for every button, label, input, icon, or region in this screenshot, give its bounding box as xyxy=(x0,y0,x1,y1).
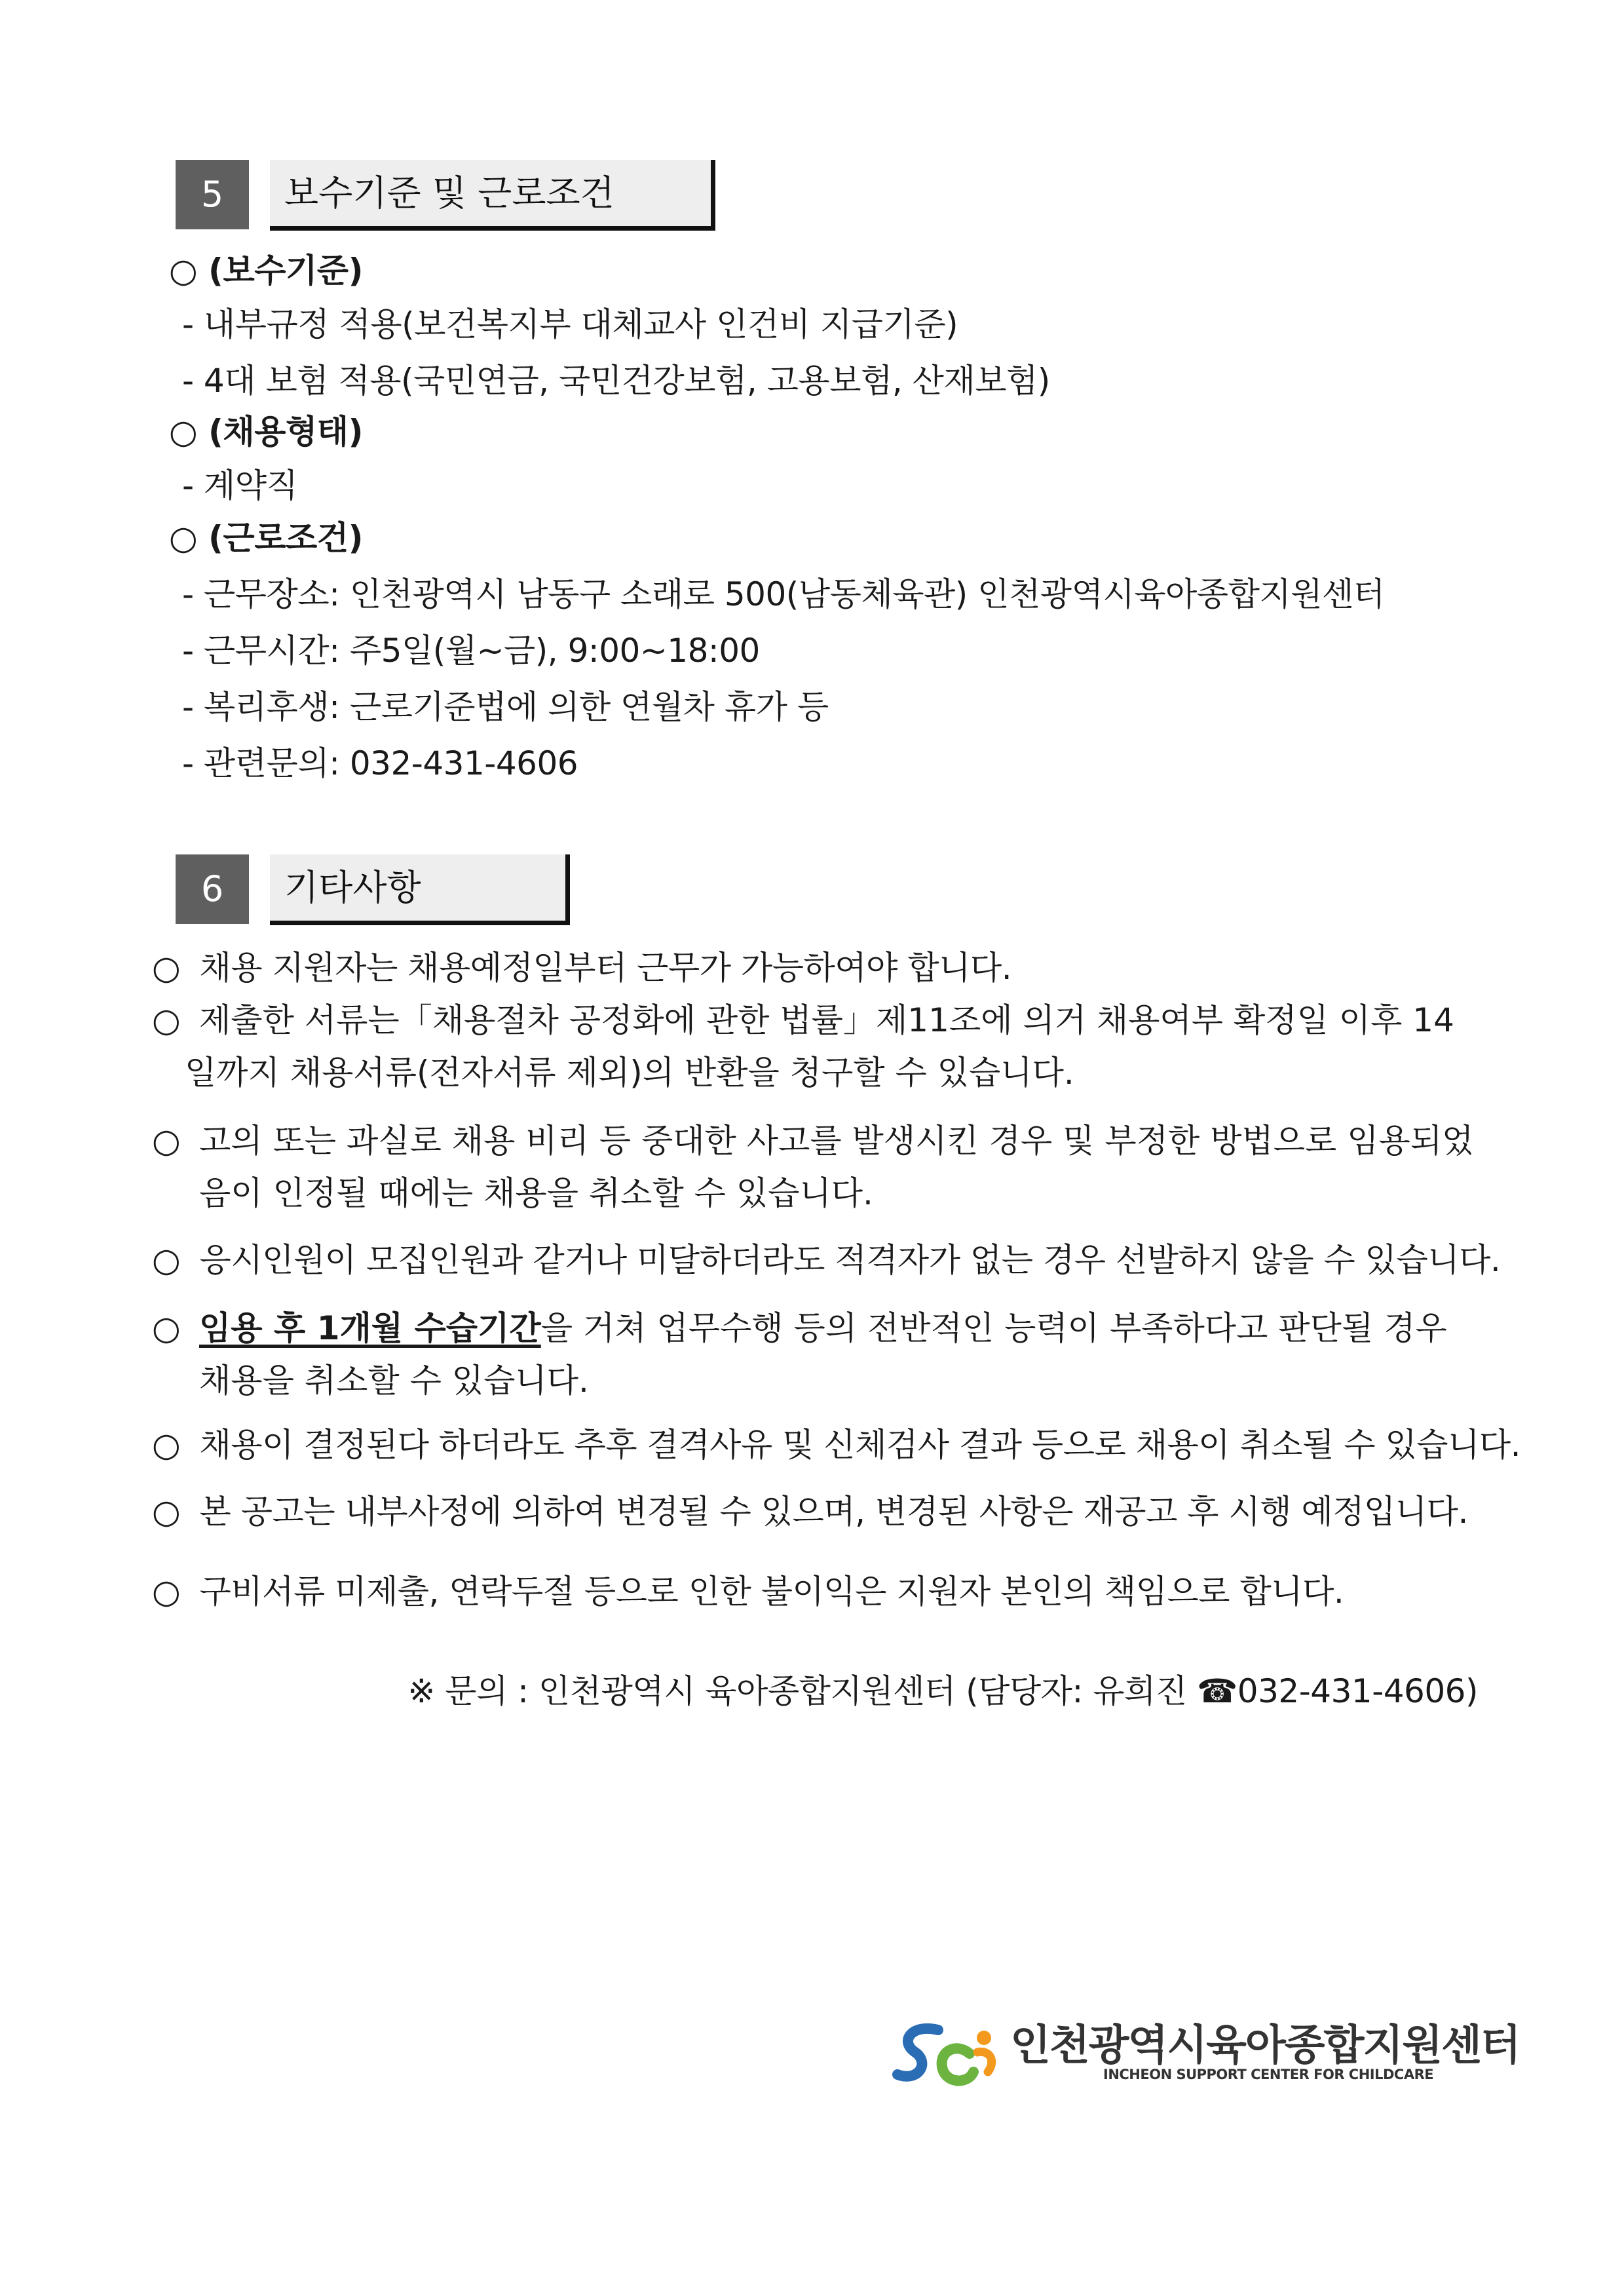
list-item: - 계약직 xyxy=(182,467,298,505)
list-item: - 관련문의: 032-431-4606 xyxy=(182,744,578,782)
list-item: - 근무시간: 주5일(월~금), 9:00~18:00 xyxy=(182,632,760,670)
bullet-icon: ○ xyxy=(152,1241,181,1279)
bullet-icon: ○ xyxy=(152,1122,181,1160)
section-6-title: 기타사항 xyxy=(270,854,570,925)
bullet-icon: ○ xyxy=(152,1309,181,1347)
list-item: - 내부규정 적용(보건복지부 대체교사 인건비 지급기준) xyxy=(182,305,958,343)
list-item: - 근무장소: 인천광역시 남동구 소래로 500(남동체육관) 인천광역시육아종합지원센터 xyxy=(182,575,1385,613)
emphasis-probation: 임용 후 1개월 수습기간 xyxy=(199,1309,541,1347)
notice-item: 제출한 서류는「채용절차 공정화에 관한 법률」제11조에 의거 채용여부 확정일 이후 14일까지 채용서류(전자서류 제외)의 반환을 청구할 수 있습니다. xyxy=(185,1001,1454,1092)
section-6-number: 6 xyxy=(176,854,249,924)
notice-item: ○ 채용이 결정된다 하더라도 추후 결격사유 및 신체검사 결과 등으로 채용이 취소될 수 있습니다. xyxy=(152,1426,1521,1464)
notice-item: ○ 본 공고는 내부사정에 의하여 변경될 수 있으며, 변경된 사항은 재공고 후 시행 예정입니다. xyxy=(152,1493,1468,1531)
group-heading-employment-type: ○ (채용형태) xyxy=(169,413,363,451)
logo-name-en: INCHEON SUPPORT CENTER FOR CHILDCARE xyxy=(1103,2067,1434,2082)
bullet-icon: ○ xyxy=(152,1001,181,1039)
bullet-icon: ○ xyxy=(152,1426,181,1464)
section-5-number: 5 xyxy=(176,160,249,229)
notice-item: ○ 구비서류 미제출, 연락두절 등으로 인한 불이익은 지원자 본인의 책임으로 합니다. xyxy=(152,1573,1344,1611)
group-heading-working-conditions: ○ (근로조건) xyxy=(169,519,363,557)
list-item: - 4대 보험 적용(국민연금, 국민건강보험, 고용보험, 산재보험) xyxy=(182,362,1050,400)
section-5-title: 보수기준 및 근로조건 xyxy=(270,160,715,231)
notice-item: 고의 또는 과실로 채용 비리 등 중대한 사고를 발생시킨 경우 및 부정한 방법으로 임용되었음이 인정될 때에는 채용을 취소할 수 있습니다. xyxy=(199,1122,1474,1212)
notice-item: ○ 응시인원이 모집인원과 같거나 미달하더라도 적격자가 없는 경우 선발하지 않을 수 있습니다. xyxy=(152,1241,1501,1279)
notice-item: 임용 후 1개월 수습기간을 거쳐 업무수행 등의 전반적인 능력이 부족하다고 판단될 경우 채용을 취소할 수 있습니다. xyxy=(199,1309,1447,1400)
bullet-icon: ○ xyxy=(152,949,181,987)
notice-item: ○ 채용 지원자는 채용예정일부터 근무가 가능하여야 합니다. xyxy=(152,949,1012,987)
logo xyxy=(892,2012,1520,2103)
list-item: - 복리후생: 근로기준법에 의한 연월차 휴가 등 xyxy=(182,688,829,726)
bullet-icon: ○ xyxy=(152,1573,181,1611)
bullet-icon: ○ xyxy=(152,1493,181,1531)
logo-mark-icon xyxy=(892,2012,1004,2097)
group-heading-pay: ○ (보수기준) xyxy=(169,252,363,290)
logo-name-ko: 인천광역시육아종합지원센터 xyxy=(1010,2021,1520,2070)
contact-note: ※ 문의 : 인천광역시 육아종합지원센터 (담당자: 유희진 ☎032-431-4606) xyxy=(407,1672,1478,1710)
